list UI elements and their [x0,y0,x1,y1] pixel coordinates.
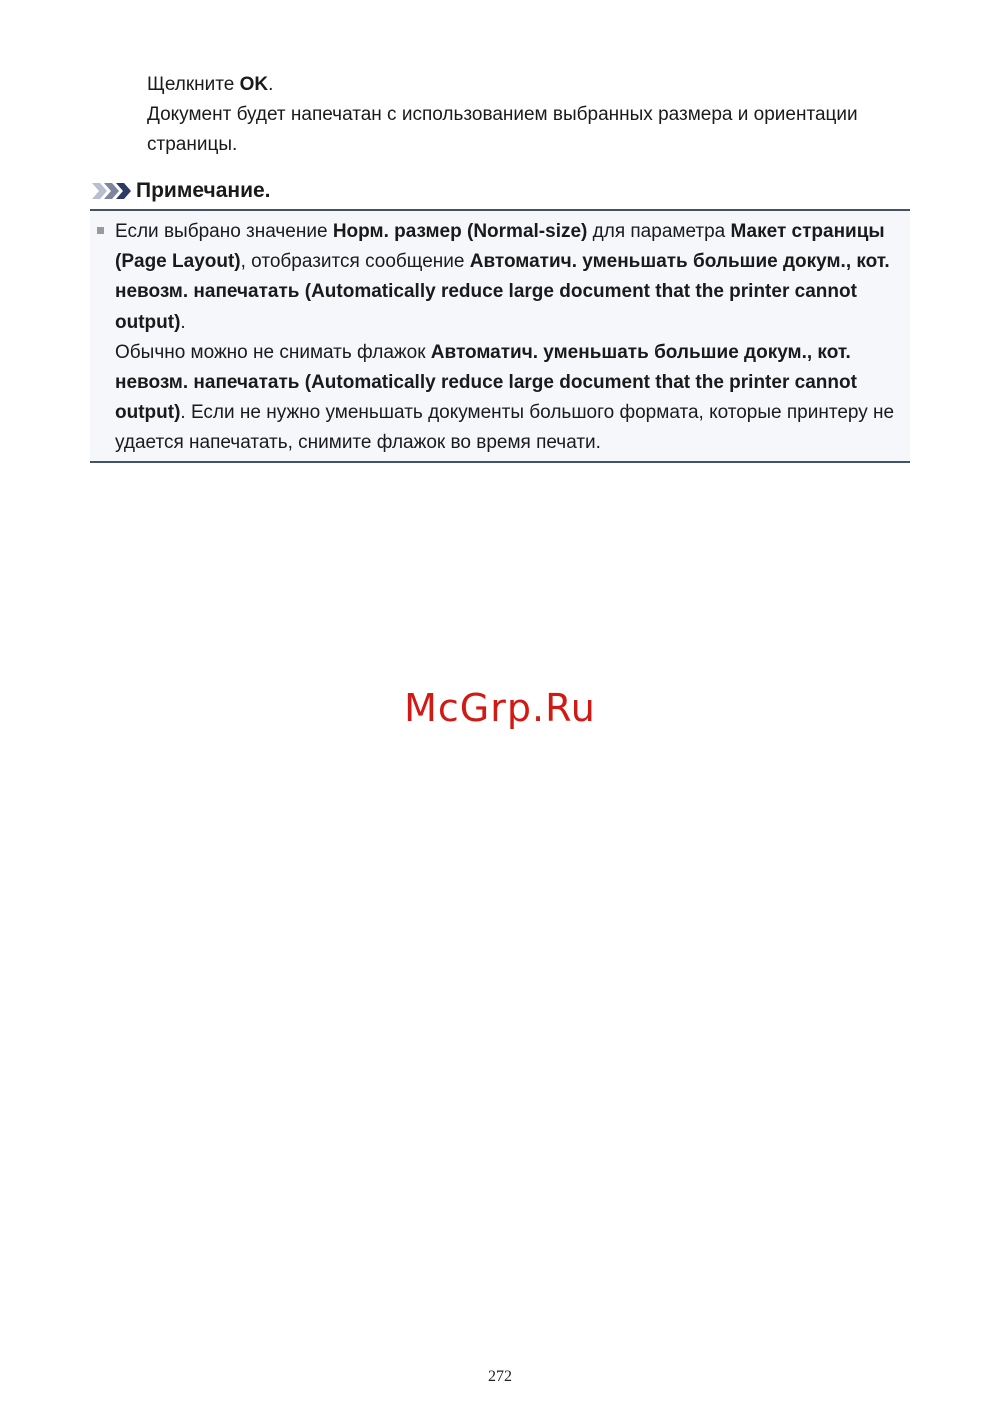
note-item [115,217,905,338]
note-paragraph [115,338,905,459]
result-text: Документ будет напечатан с использованием выбранных размера и ориентации страницы. [147,104,858,155]
note-text: Обычно можно не снимать флажок [115,341,431,363]
note-text: , отобразится сообщение [240,251,470,273]
note-title: Примечание. [136,179,271,202]
note-text: для параметра [587,221,731,242]
watermark: McGrp.Ru [404,686,596,730]
checkbox-auto-reduce-label: Автоматич. уменьшать большие докум., кот. невозм. напечатать (Automatically reduce large document that the printer cannot output) [115,341,857,424]
note-box [90,209,910,463]
setting-normal-size: Норм. размер (Normal-size) [332,221,588,242]
step-instructions [147,70,937,160]
chevrons-right-icon [92,183,132,199]
message-auto-reduce: Автоматич. уменьшать большие докум., кот. невозм. напечатать (Automatically reduce large document that the printer cannot output) [115,251,890,333]
click-suffix: . [268,74,274,95]
note-text: . Если не нужно уменьшать документы большого формата, которые принтеру не удается напечатать, снимите флажок во время печати. [115,402,895,454]
page-number: 272 [488,1368,512,1385]
note-text: . [180,311,186,333]
click-instruction [147,70,937,100]
note-header [92,176,271,206]
note-text: Если выбрано значение [115,221,333,242]
ok-button-label: OK [239,74,269,95]
note-content [115,217,905,459]
setting-page-layout: Макет страницы (Page Layout) [115,221,885,273]
click-prefix: Щелкните [147,74,240,95]
bullet-square-icon [97,227,104,234]
